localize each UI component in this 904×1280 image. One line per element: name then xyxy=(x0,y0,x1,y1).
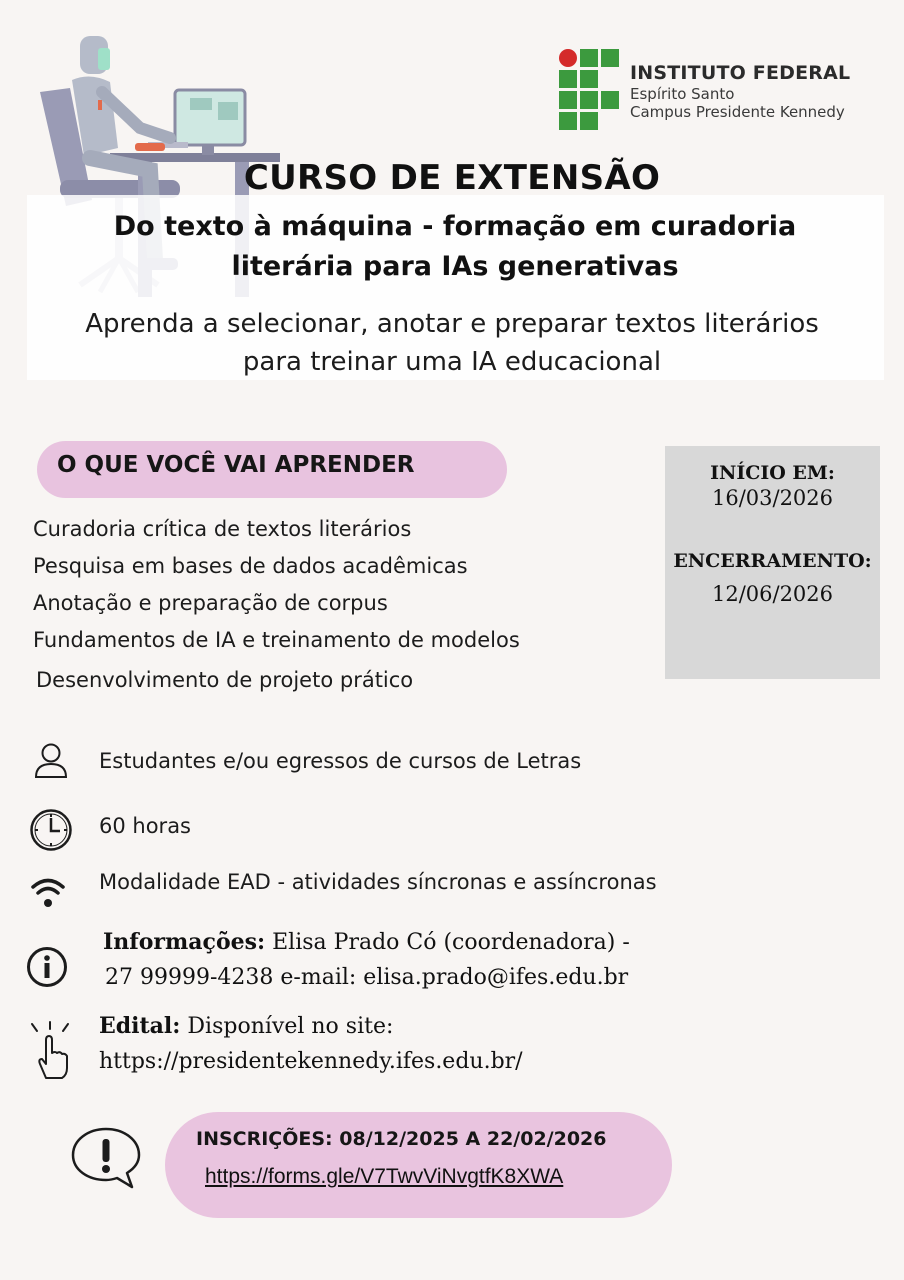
info-icon xyxy=(26,946,68,988)
institution-campus: Campus Presidente Kennedy xyxy=(630,102,845,121)
lead-line-1: Aprenda a selecionar, anotar e preparar textos literários xyxy=(85,309,819,339)
contact-block xyxy=(103,925,630,995)
registration-link[interactable]: https://forms.gle/V7TwvViNvgtfK8XWA xyxy=(205,1165,564,1188)
learn-heading: O QUE VOCÊ VAI APRENDER xyxy=(57,452,415,478)
clock-icon xyxy=(29,808,73,852)
list-item: Pesquisa em bases de dados acadêmicas xyxy=(33,554,468,578)
institution-logo xyxy=(558,48,878,133)
subtitle-line-1: Do texto à máquina - formação em curadoria xyxy=(113,211,797,242)
list-item: Anotação e preparação de corpus xyxy=(33,591,388,615)
dates-box xyxy=(665,446,880,679)
list-item: Curadoria crítica de textos literários xyxy=(33,517,412,541)
course-lead xyxy=(20,305,884,381)
end-label: ENCERRAMENTO: xyxy=(673,550,872,572)
notice-line-1: Disponível no site: xyxy=(180,1014,394,1039)
exclamation-bubble-icon xyxy=(70,1125,142,1191)
start-date: 16/03/2026 xyxy=(711,486,834,510)
list-item: Desenvolvimento de projeto prático xyxy=(36,668,414,692)
contact-line-1: Elisa Prado Có (coordenadora) - xyxy=(265,930,630,955)
wifi-icon xyxy=(30,876,66,910)
notice-block xyxy=(99,1009,523,1079)
pointer-hand-icon xyxy=(28,1020,72,1082)
course-subtitle xyxy=(40,207,870,287)
start-label: INÍCIO EM: xyxy=(710,462,835,484)
hours-text: 60 horas xyxy=(99,814,191,838)
lead-line-2: para treinar uma IA educacional xyxy=(242,347,662,377)
contact-label: Informações: xyxy=(103,929,266,955)
institution-state: Espírito Santo xyxy=(630,84,735,103)
list-item: Fundamentos de IA e treinamento de modelos xyxy=(33,628,520,652)
learn-list xyxy=(33,514,653,702)
contact-line-2: 27 99999-4238 e-mail: elisa.prado@ifes.edu.br xyxy=(105,965,629,990)
institution-name: INSTITUTO FEDERAL xyxy=(630,62,851,84)
end-date: 12/06/2026 xyxy=(711,582,834,606)
ifes-logo-icon xyxy=(558,48,622,132)
registration-title: INSCRIÇÕES: 08/12/2025 A 22/02/2026 xyxy=(196,1128,607,1150)
audience-text: Estudantes e/ou egressos de cursos de Letras xyxy=(99,749,582,773)
notice-label: Edital: xyxy=(99,1013,181,1039)
person-icon xyxy=(33,742,69,780)
mode-text: Modalidade EAD - atividades síncronas e assíncronas xyxy=(99,870,657,894)
notice-url[interactable]: https://presidentekennedy.ifes.edu.br/ xyxy=(99,1049,523,1074)
page-title: CURSO DE EXTENSÃO xyxy=(243,158,661,198)
subtitle-line-2: literária para IAs generativas xyxy=(231,251,679,282)
